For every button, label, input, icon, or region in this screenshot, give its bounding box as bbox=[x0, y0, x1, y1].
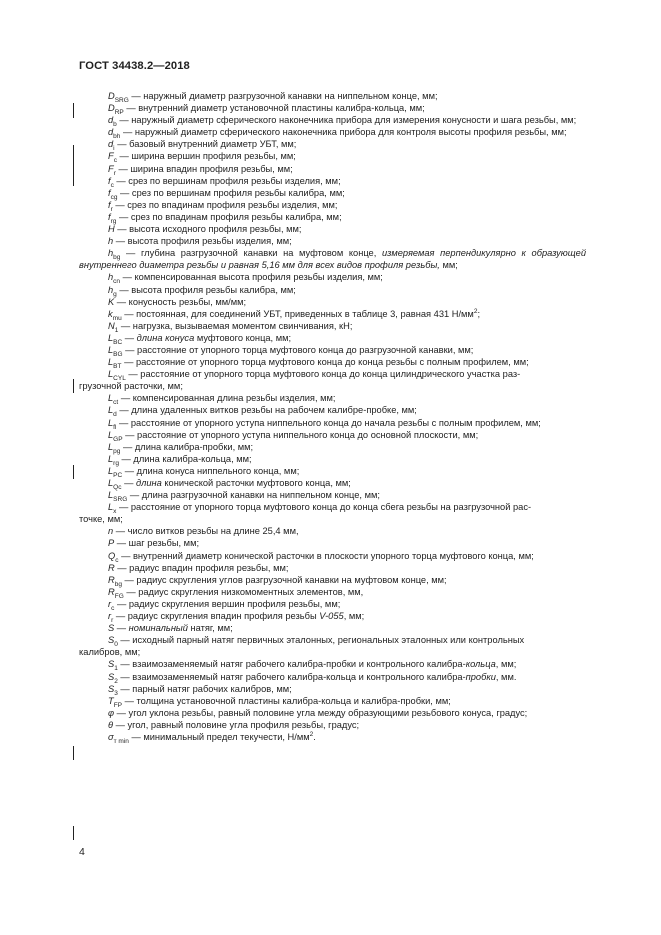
symbol: L bbox=[108, 332, 114, 343]
change-bar bbox=[73, 746, 74, 760]
definition-text: — расстояние от упорного уступа ниппельного конца до основной плоскости, мм; bbox=[122, 429, 479, 440]
symbol-entry bbox=[79, 368, 586, 383]
symbol-subscript: RP bbox=[114, 108, 124, 116]
symbol-entry bbox=[79, 90, 586, 102]
symbol-subscript: cg bbox=[110, 193, 118, 201]
symbol-entry bbox=[79, 235, 586, 247]
definition-text: — ширина вершин профиля резьбы, мм; bbox=[116, 151, 296, 162]
definition-text: конической расточки муфтового конца, мм; bbox=[161, 478, 351, 488]
definition-italic: кольца bbox=[465, 659, 496, 670]
symbol-entry bbox=[79, 308, 586, 320]
symbol: L bbox=[108, 405, 114, 416]
symbol-subscript: BG bbox=[113, 350, 123, 358]
symbol-entry bbox=[79, 598, 586, 610]
symbol: L bbox=[108, 417, 114, 428]
symbol-entry bbox=[79, 453, 586, 465]
symbol-subscript: pg bbox=[113, 447, 121, 455]
symbol: L bbox=[108, 357, 114, 368]
symbol-entry bbox=[79, 404, 586, 419]
symbol: L bbox=[108, 453, 114, 464]
symbol-subscript: r bbox=[113, 169, 116, 177]
definition-text: — радиус скругления впадин профиля резьбы bbox=[113, 611, 320, 622]
symbol-subscript: 1 bbox=[114, 326, 119, 334]
symbol-subscript: bg bbox=[113, 254, 121, 262]
change-bar bbox=[73, 103, 74, 118]
symbol-subscript: т min bbox=[113, 737, 129, 745]
definition-text: — наружный диаметр сферического наконечника прибора для измерения конусности и шага резьбы, мм; bbox=[116, 115, 577, 126]
definition-text: , мм; bbox=[343, 611, 365, 622]
definition-text: — расстояние от упорного торца муфтового конца до конца резьбы с полным профилем, мм; bbox=[121, 357, 529, 368]
definition-text: муфтового конца, мм; bbox=[194, 332, 292, 343]
definition-text: , мм; bbox=[495, 659, 517, 670]
symbol: T bbox=[108, 695, 114, 706]
definition-text: — длина калибра-пробки, мм; bbox=[120, 441, 254, 452]
symbol: d bbox=[108, 115, 114, 126]
definition-text: ; bbox=[477, 308, 481, 319]
symbol: D bbox=[108, 103, 115, 114]
symbol-subscript: r bbox=[110, 205, 113, 213]
definition-text: — компенсированная длина резьбы изделия, мм; bbox=[118, 393, 336, 404]
definition-text: — расстояние от упорного торца муфтового конца до разгрузочной канавки, мм; bbox=[122, 344, 474, 355]
symbol-entry bbox=[79, 489, 586, 501]
symbol-entry bbox=[79, 731, 586, 743]
definition-text: — минимальный предел текучести, Н/мм bbox=[128, 731, 310, 742]
symbol-subscript: c bbox=[113, 157, 117, 165]
symbol: L bbox=[108, 441, 114, 452]
definition-text: — длина удаленных витков резьбы на рабочем калибре-пробке, мм; bbox=[116, 405, 417, 416]
superscript: 2 bbox=[473, 307, 478, 315]
symbol-entry bbox=[79, 102, 586, 114]
symbol: S bbox=[108, 635, 115, 646]
symbol-entry bbox=[79, 719, 586, 731]
superscript: 2 bbox=[309, 730, 314, 738]
symbol-subscript: c bbox=[111, 604, 115, 612]
symbol: h bbox=[108, 284, 114, 295]
definition-text: — bbox=[122, 332, 137, 343]
symbol-subscript: g bbox=[113, 290, 117, 298]
definition-text: — постоянная, для соединений УБТ, приведенных в таблице 3, равная 431 Н/мм bbox=[121, 308, 474, 319]
definition-text: — радиус скругления углов разгрузочной канавки на муфтовом конце, мм; bbox=[121, 574, 447, 585]
symbol-entry bbox=[79, 501, 586, 516]
symbol-entry bbox=[79, 465, 586, 477]
symbol-subscript: mu bbox=[112, 314, 122, 322]
definition-italic: измеряемая перпендикулярно к образующей внутреннего диаметра резьбы и равная 5,16 мм для всех видов профиля резьбы, bbox=[79, 248, 587, 271]
symbol-entry bbox=[79, 320, 586, 332]
symbol-entry bbox=[79, 296, 586, 308]
definition-text: — высота профиля резьбы изделия, мм; bbox=[113, 236, 292, 247]
definition-text: — срез по впадинам профиля резьбы калибра, мм; bbox=[116, 211, 342, 222]
symbol-entry bbox=[79, 441, 586, 453]
symbol-entry bbox=[79, 187, 586, 199]
change-bar bbox=[73, 173, 74, 186]
symbol-subscript: SRG bbox=[114, 96, 129, 104]
symbol: L bbox=[108, 502, 114, 513]
symbol-entry bbox=[79, 562, 586, 574]
symbol-subscript: 1 bbox=[114, 665, 118, 673]
symbol-entry bbox=[79, 417, 586, 429]
symbol: F bbox=[108, 163, 114, 174]
symbol-entry bbox=[79, 392, 586, 407]
symbol-entry bbox=[79, 622, 586, 634]
definition-text: — наружный диаметр разгрузочной канавки на ниппельном конце, мм; bbox=[128, 91, 438, 101]
symbol-subscript: Qc bbox=[113, 483, 122, 491]
symbol-entry bbox=[79, 138, 586, 153]
symbol-subscript: rg bbox=[110, 217, 117, 225]
symbol-subscript: r bbox=[111, 616, 114, 624]
definition-text: — расстояние от упорного уступа ниппельного конца до начала резьбы с полным профилем, мм; bbox=[116, 417, 541, 428]
document-header: ГОСТ 34438.2—2018 bbox=[79, 60, 190, 72]
symbol: f bbox=[108, 199, 111, 210]
definition-italic: V-055 bbox=[319, 611, 344, 622]
symbol-entry bbox=[79, 477, 586, 489]
symbol: L bbox=[108, 429, 114, 440]
definition-text: — угол уклона резьбы, равный половине угла между образующими резьбового конуса, градус; bbox=[114, 707, 528, 718]
symbol-entry bbox=[79, 695, 586, 707]
definition-text: — радиус скругления низкомоментных элементов, мм, bbox=[123, 586, 364, 597]
definition-text: — угол, равный половине угла профиля резьбы, градус; bbox=[113, 719, 360, 730]
symbol: S bbox=[108, 623, 115, 634]
symbol-entry bbox=[79, 525, 586, 537]
symbol-entry bbox=[79, 537, 586, 549]
symbol-entry-continuation: точке, мм; bbox=[79, 514, 123, 525]
definition-text: — глубина разгрузочной канавки на муфтовом конце, bbox=[120, 248, 382, 259]
symbol: L bbox=[108, 490, 114, 501]
definition-text: — длина разгрузочной канавки на ниппельном конце, мм; bbox=[127, 490, 380, 501]
definition-text: — взаимозаменяемый натяг рабочего калибра-пробки и контрольного калибра- bbox=[117, 659, 466, 670]
symbol-entry bbox=[79, 211, 586, 223]
definition-text: — расстояние от упорного торца муфтового конца до конца цилиндрического участка раз- bbox=[125, 369, 521, 380]
symbol: h bbox=[108, 236, 114, 247]
symbol-subscript: PC bbox=[113, 471, 123, 479]
symbol: F bbox=[108, 151, 114, 162]
symbol: Q bbox=[108, 550, 116, 561]
definition-italic: длина конуса bbox=[136, 332, 195, 343]
symbol: D bbox=[108, 91, 115, 101]
definition-text: — высота профиля резьбы калибра, мм; bbox=[116, 284, 296, 295]
definition-text: — наружный диаметр сферического наконечника прибора для контроля высоты профиля резьбы, мм; bbox=[120, 127, 567, 138]
definition-text: — базовый внутренний диаметр УБТ, мм; bbox=[114, 139, 297, 150]
symbol: r bbox=[108, 598, 112, 609]
symbol: f bbox=[108, 211, 111, 222]
symbol-subscript: i bbox=[113, 145, 115, 153]
symbol-entry bbox=[79, 610, 586, 622]
symbol-entry-continuation: грузочной расточки, мм; bbox=[79, 381, 183, 392]
definition-text: — радиус впадин профиля резьбы, мм; bbox=[114, 562, 289, 573]
symbol-entry bbox=[79, 658, 586, 673]
symbol: r bbox=[108, 611, 112, 622]
definition-text: — исходный парный натяг первичных эталонных, региональных эталонных или контрольных bbox=[117, 635, 525, 646]
symbol-entry bbox=[79, 271, 586, 286]
symbol-subscript: CYL bbox=[113, 375, 126, 383]
definition-italic: пробки bbox=[465, 671, 496, 682]
definition-text: — bbox=[121, 478, 136, 488]
definition-text: — число витков резьбы на длине 25,4 мм, bbox=[113, 526, 299, 537]
symbol: k bbox=[108, 308, 113, 319]
symbol: φ bbox=[108, 707, 115, 718]
symbol-subscript: 3 bbox=[114, 689, 118, 697]
symbol-subscript: fl bbox=[113, 423, 117, 431]
symbol-subscript: b bbox=[113, 121, 117, 129]
symbol-subscript: GP bbox=[113, 435, 123, 443]
definition-text: — компенсированная высота профиля резьбы изделия, мм; bbox=[120, 272, 383, 283]
symbol: S bbox=[108, 671, 115, 682]
definition-text: — длина конуса ниппельного конца, мм; bbox=[122, 465, 300, 476]
symbol-subscript: d bbox=[113, 411, 117, 419]
symbol-entry bbox=[79, 707, 586, 719]
symbol: h bbox=[108, 272, 114, 283]
symbol: f bbox=[108, 175, 111, 186]
symbol-entry bbox=[79, 344, 586, 356]
symbol-entry bbox=[79, 429, 586, 441]
symbol-subscript: BT bbox=[113, 362, 122, 370]
symbol: σ bbox=[108, 731, 114, 742]
symbol-subscript: rg bbox=[113, 459, 119, 467]
symbol-entry bbox=[79, 284, 586, 296]
symbol-entry bbox=[79, 550, 586, 562]
symbol-entry bbox=[79, 223, 586, 235]
symbol-subscript: SRG bbox=[113, 495, 128, 503]
definition-text: — шаг резьбы, мм; bbox=[114, 538, 200, 549]
definition-text: натяг, мм; bbox=[187, 623, 233, 634]
symbol: θ bbox=[108, 719, 114, 730]
symbol-subscript: cn bbox=[113, 278, 121, 286]
symbol-entry bbox=[79, 671, 586, 683]
symbol-entry bbox=[79, 150, 586, 165]
definition-text: — расстояние от упорного торца муфтового конца до конца сбега резьбы на разгрузочной рас- bbox=[116, 502, 532, 513]
symbol: S bbox=[108, 683, 115, 694]
symbol: n bbox=[108, 526, 114, 537]
symbol: L bbox=[108, 344, 114, 355]
symbol: H bbox=[108, 224, 115, 235]
symbol-subscript: FG bbox=[114, 592, 124, 600]
definition-text: — парный натяг рабочих калибров, мм; bbox=[117, 683, 292, 694]
page-number: 4 bbox=[79, 846, 85, 858]
symbol: R bbox=[108, 562, 115, 573]
definition-text: — конусность резьбы, мм/мм; bbox=[114, 296, 247, 307]
symbol-entry-continuation: калибров, мм; bbox=[79, 647, 141, 658]
definition-text: — внутренний диаметр установочной пластины калибра-кольца, мм; bbox=[123, 103, 425, 114]
symbol-subscript: x bbox=[113, 508, 117, 516]
symbol: N bbox=[108, 320, 115, 331]
symbol-subscript: c bbox=[115, 556, 119, 564]
symbol: L bbox=[108, 369, 114, 380]
symbol-subscript: ct bbox=[113, 399, 119, 407]
definition-text: мм; bbox=[439, 260, 458, 271]
symbol-entry bbox=[79, 126, 586, 141]
definition-text: — нагрузка, вызываемая моментом свинчивания, кН; bbox=[118, 320, 353, 331]
symbol-entry bbox=[79, 175, 586, 187]
symbol-subscript: BC bbox=[113, 338, 123, 346]
definition-text: — срез по вершинам профиля резьбы калибра, мм; bbox=[117, 187, 345, 198]
symbol: L bbox=[108, 478, 114, 488]
symbol: K bbox=[108, 296, 115, 307]
symbol-entry bbox=[79, 163, 586, 175]
symbol-entry bbox=[79, 586, 586, 598]
symbol: L bbox=[108, 465, 114, 476]
symbol-subscript: 0 bbox=[114, 641, 118, 649]
symbol: f bbox=[108, 187, 111, 198]
symbol: d bbox=[108, 127, 114, 138]
symbol: d bbox=[108, 139, 114, 150]
definition-text: — ширина впадин профиля резьбы, мм; bbox=[115, 163, 293, 174]
symbol-entry bbox=[79, 634, 586, 649]
definition-text: — взаимозаменяемый натяг рабочего калибра-кольца и контрольного калибра- bbox=[117, 671, 466, 682]
symbol-entry bbox=[79, 574, 586, 586]
symbol-subscript: 2 bbox=[114, 677, 118, 685]
definition-text: — bbox=[114, 623, 129, 634]
definition-text: — радиус скругления вершин профиля резьбы, мм; bbox=[114, 598, 341, 609]
symbol-entry bbox=[79, 247, 586, 271]
symbol-subscript: bh bbox=[113, 133, 121, 141]
definition-italic: длина bbox=[135, 478, 162, 488]
symbol: h bbox=[108, 248, 114, 259]
definition-text: — внутренний диаметр конической расточки в плоскости упорного торца муфтового конца, мм; bbox=[118, 550, 534, 561]
symbol-list bbox=[79, 90, 586, 743]
definition-text: — длина калибра-кольца, мм; bbox=[118, 453, 252, 464]
symbol: R bbox=[108, 586, 115, 597]
change-bar bbox=[73, 826, 74, 840]
symbol-subscript: FP bbox=[113, 701, 122, 709]
symbol-subscript: bg bbox=[114, 580, 122, 588]
definition-text: . bbox=[313, 731, 316, 742]
definition-text: , мм. bbox=[495, 671, 517, 682]
symbol-subscript: c bbox=[110, 181, 114, 189]
definition-text: — толщина установочной пластины калибра-кольца и калибра-пробки, мм; bbox=[122, 695, 451, 706]
symbol: S bbox=[108, 659, 115, 670]
definition-italic: номинальный bbox=[128, 623, 188, 634]
definition-text: — высота исходного профиля резьбы, мм; bbox=[114, 224, 302, 235]
symbol-entry bbox=[79, 356, 586, 368]
definition-text: — срез по впадинам профиля резьбы изделия, мм; bbox=[112, 199, 338, 210]
symbol: R bbox=[108, 574, 115, 585]
symbol-entry bbox=[79, 683, 586, 695]
symbol-entry bbox=[79, 332, 586, 344]
symbol-entry bbox=[79, 114, 586, 129]
change-bar bbox=[73, 465, 74, 479]
change-bar bbox=[73, 379, 74, 393]
definition-text: — срез по вершинам профиля резьбы изделия, мм; bbox=[113, 175, 341, 186]
symbol: P bbox=[108, 538, 115, 549]
symbol: L bbox=[108, 393, 114, 404]
change-bar bbox=[73, 145, 74, 173]
symbol-entry bbox=[79, 199, 586, 211]
